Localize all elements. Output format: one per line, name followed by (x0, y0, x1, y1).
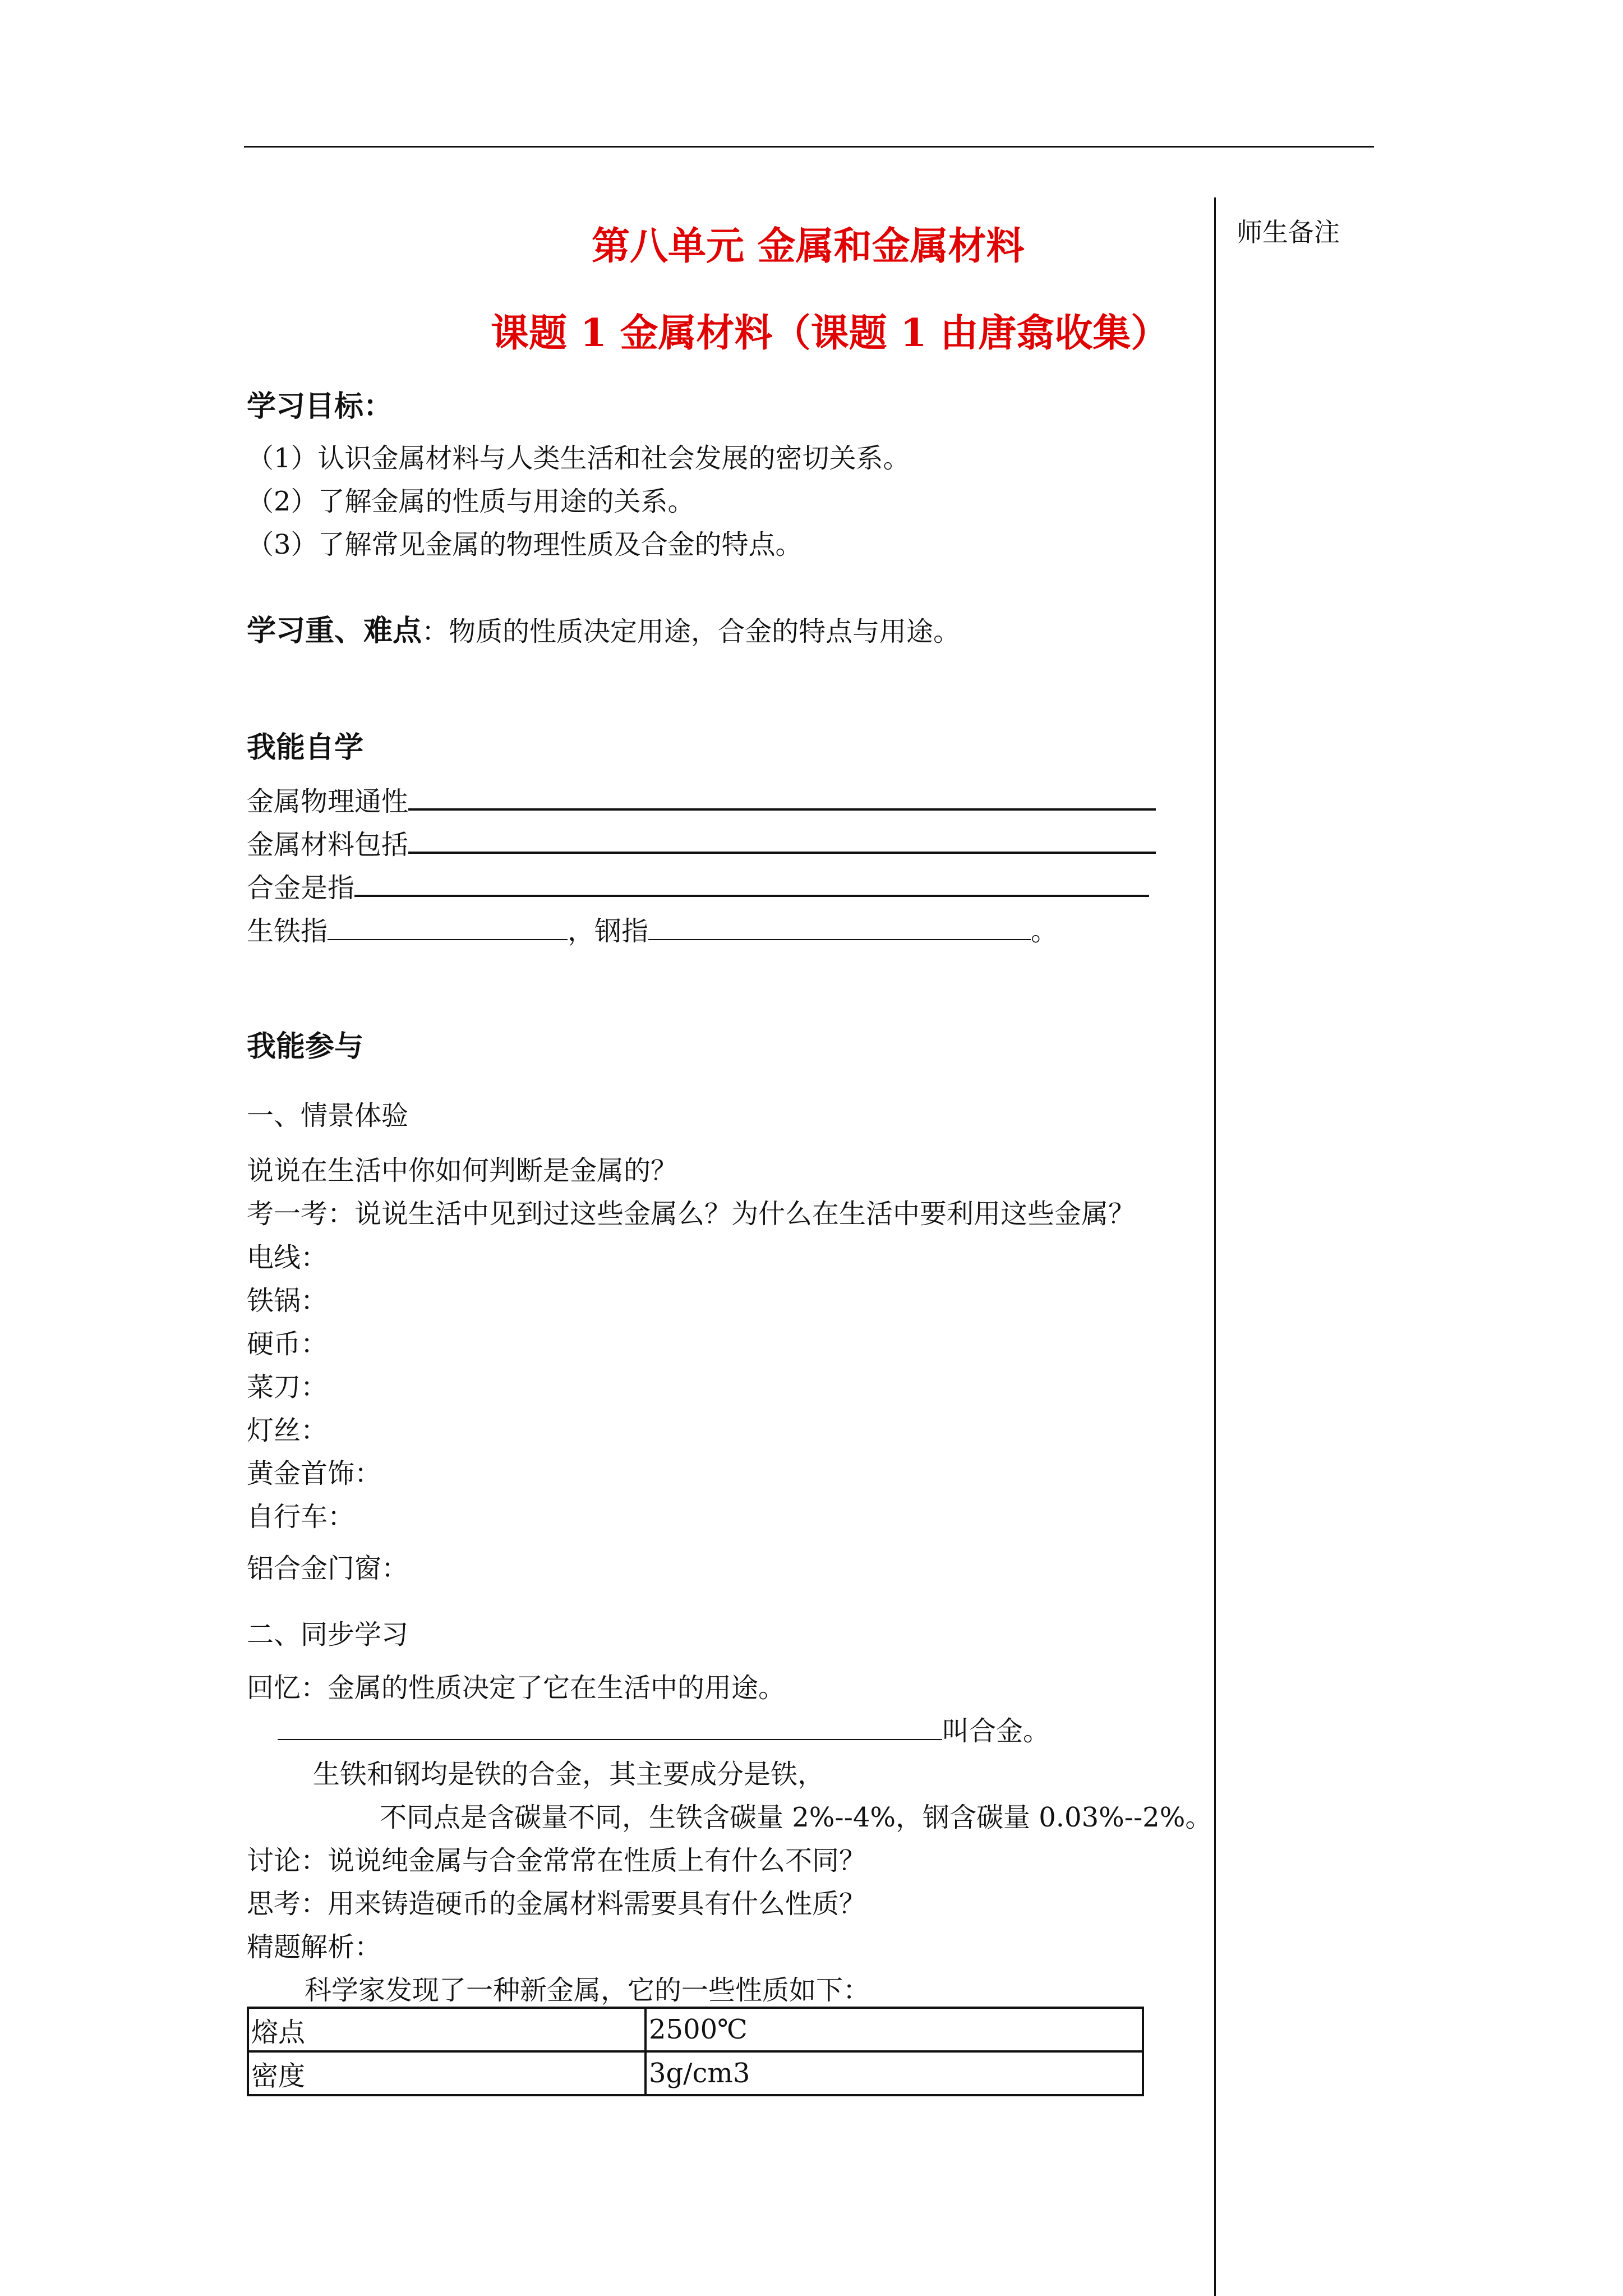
objective-item: （1）认识金属材料与人类生活和社会发展的密切关系。 (247, 443, 910, 474)
usage-item: 铁锅： (247, 1285, 328, 1317)
table-row (248, 2051, 1143, 2095)
fill-blank[interactable] (648, 938, 1031, 940)
alloy-fill-line (278, 1709, 1050, 1748)
self-study-line (247, 909, 1058, 948)
objective-item: （2）了解金属的性质与用途的关系。 (247, 486, 695, 517)
table-cell: 密度 (248, 2051, 645, 2095)
self-study-line (247, 866, 1149, 905)
alloy-suffix: 叫合金。 (942, 1715, 1050, 1747)
iron-steel-text: 生铁和钢均是铁的合金，其主要成分是铁， (313, 1759, 825, 1790)
analysis-label: 精题解析： (247, 1931, 382, 1963)
properties-table (247, 2007, 1144, 2096)
objective-item: （3）了解常见金属的物理性质及合金的特点。 (247, 529, 803, 560)
self-study-heading: 我能自学 (247, 730, 364, 765)
fill-blank[interactable] (328, 938, 568, 940)
fill-blank[interactable] (354, 894, 1149, 897)
metal-materials-label: 金属材料包括 (247, 829, 409, 861)
usage-item: 菜刀： (247, 1372, 328, 1403)
fill-blank[interactable] (408, 808, 1156, 811)
table-cell: 3g/cm3 (645, 2051, 1143, 2095)
margin-divider (1214, 197, 1216, 2296)
lesson-title: 课题 1 金属材料（课题 1 由唐翕收集） (491, 311, 1169, 356)
usage-item: 铝合金门窗： (247, 1553, 409, 1584)
scientist-text: 科学家发现了一种新金属，它的一些性质如下： (305, 1975, 870, 2006)
table-cell: 熔点 (248, 2008, 645, 2051)
pig-iron-label: 生铁指 (247, 915, 328, 947)
usage-item: 硬币： (247, 1328, 328, 1360)
discussion-text: 讨论：说说纯金属与合金常常在性质上有什么不同？ (247, 1845, 866, 1876)
self-study-line (247, 780, 1156, 818)
section-heading: 一、情景体验 (247, 1100, 409, 1131)
alloy-definition-label: 合金是指 (247, 872, 355, 904)
fill-blank[interactable] (408, 851, 1156, 854)
steel-label: ，钢指 (568, 915, 649, 947)
participate-heading: 我能参与 (247, 1029, 364, 1064)
self-study-line (247, 823, 1156, 862)
period: 。 (1031, 915, 1058, 947)
usage-item: 灯丝： (247, 1415, 328, 1446)
iron-steel-text: 不同点是含碳量不同，生铁含碳量 2%--4%，钢含碳量 0.03%--2%。 (380, 1802, 1212, 1833)
fill-blank[interactable] (278, 1738, 942, 1740)
think-text: 思考：用来铸造硬币的金属材料需要具有什么性质？ (247, 1888, 866, 1920)
margin-notes-label: 师生备注 (1237, 217, 1340, 247)
key-points-text: ：物质的性质决定用途，合金的特点与用途。 (422, 616, 961, 647)
key-points-label: 学习重、难点 (247, 614, 422, 648)
question: 说说在生活中你如何判断是金属的？ (247, 1155, 678, 1186)
usage-item: 黄金首饰： (247, 1458, 382, 1489)
section-heading: 二、同步学习 (247, 1619, 409, 1650)
table-row (248, 2008, 1143, 2051)
table-cell: 2500℃ (645, 2008, 1143, 2051)
question: 考一考：说说生活中见到过这些金属么？为什么在生活中要利用这些金属？ (247, 1198, 1136, 1230)
recall-text: 回忆：金属的性质决定了它在生活中的用途。 (247, 1672, 786, 1704)
objectives-heading: 学习目标： (247, 389, 393, 424)
physical-properties-label: 金属物理通性 (247, 786, 409, 817)
usage-item: 自行车： (247, 1501, 355, 1533)
header-rule (244, 146, 1374, 148)
usage-item: 电线： (247, 1242, 328, 1273)
unit-title: 第八单元 金属和金属材料 (592, 224, 1025, 269)
key-points (247, 607, 960, 649)
